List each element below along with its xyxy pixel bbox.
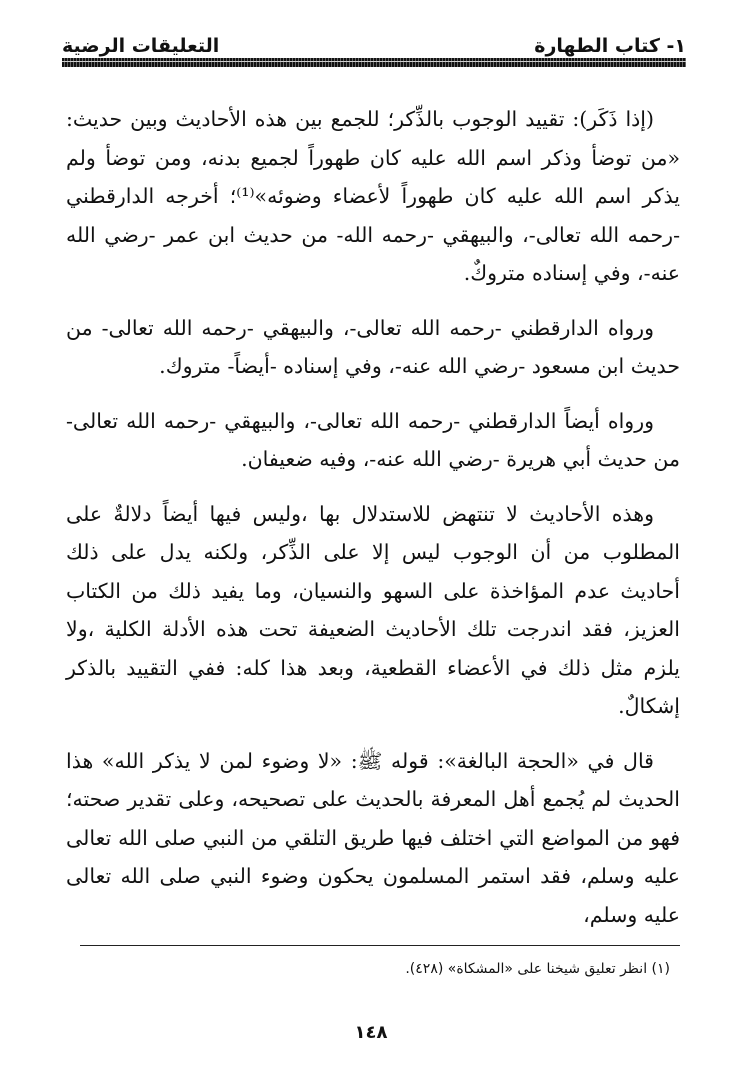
page-number: ١٤٨ <box>354 1022 388 1043</box>
paragraph: (إذا ذَكَر): تقييد الوجوب بالذِّكر؛ للجمع بين هذه الأحاديث وبين حديث: «من توضأ وذكر اسم الله عليه كان طهوراً لجميع بدنه، ومن توضأ ولم يذكر اسم الله عليه كان طهوراً لأعضاء وضوئه»⁽¹⁾؛ أخرجه الدارقطني -رحمه الله تعالى-، والبيهقي -رحمه الله- من حديث ابن عمر -رضي الله عنه-، وفي إسناده متروكٌ. <box>66 107 680 285</box>
book-title: التعليقات الرضية <box>62 35 220 57</box>
main-text <box>66 100 680 934</box>
footnote: (١) انظر تعليق شيخنا على «المشكاة» (٤٢٨). <box>405 961 670 977</box>
paragraph: قال في «الحجة البالغة»: قوله ﷺ: «لا وضوء لمن لا يذكر الله» هذا الحديث لم يُجمع أهل المعرفة بالحديث على تصحيحه، وعلى تقدير صحته؛ فهو من المواضع التي اختلف فيها طريق التلقي من النبي صلى الله تعالى عليه وسلم، فقد استمر المسلمون يحكون وضوء النبي صلى الله تعالى عليه وسلم، <box>66 748 680 927</box>
header-divider <box>62 58 686 67</box>
running-header <box>62 28 686 58</box>
paragraph: ورواه الدارقطني -رحمه الله تعالى-، والبيهقي -رحمه الله تعالى- من حديث ابن مسعود -رضي الله عنه-، وفي إسناده -أيضاً- متروك. <box>66 315 680 378</box>
paragraph: وهذه الأحاديث لا تنتهض للاستدلال بها ،وليس فيها أيضاً دلالةٌ على المطلوب من أن الوجوب ليس إلا على الذِّكر، ولكنه يدل على ذلك أحاديث عدم المؤاخذة على السهو والنسيان، وما يفيد ذلك من الكتاب العزيز، فقد اندرجت تلك الأحاديث الضعيفة تحت هذه الأدلة الكلية ،ولا يلزم مثل ذلك في الأعضاء القطعية، وبعد هذا كله: ففي التقييد بالذكر إشكالٌ. <box>66 501 680 718</box>
footnote-divider <box>80 945 680 946</box>
paragraph: ورواه أيضاً الدارقطني -رحمه الله تعالى-، والبيهقي -رحمه الله تعالى- من حديث أبي هريرة -رضي الله عنه-، وفيه ضعيفان. <box>66 408 680 471</box>
chapter-title: ١- كتاب الطهارة <box>534 35 686 57</box>
